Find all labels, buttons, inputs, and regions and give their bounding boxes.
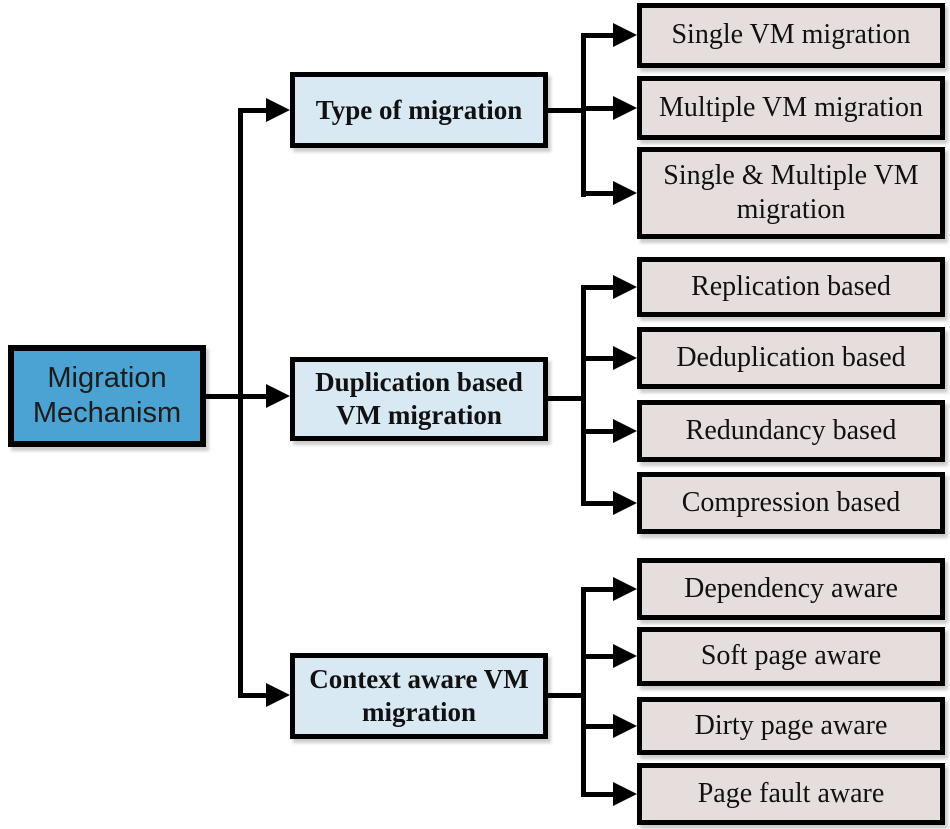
arrow-right-icon [613,275,637,299]
arrow-right-icon [613,419,637,443]
connector-leaf-arm [581,587,615,592]
leaf-node-compression-based: Compression based [637,472,945,534]
leaf-node-multiple-vm-migration: Multiple VM migration [637,76,945,140]
connector-leaf-arm [581,356,615,361]
arrow-right-icon [266,384,290,408]
leaf-node-dirty-page-aware: Dirty page aware [637,697,945,755]
root-node-migration-mechanism: Migration Mechanism [8,345,206,447]
leaf-node-soft-page-aware: Soft page aware [637,627,945,686]
arrow-right-icon [613,491,637,515]
branch-node-type-of-migration: Type of migration [290,72,548,148]
leaf-node-page-fault-aware: Page fault aware [637,763,945,825]
arrow-right-icon [613,644,637,668]
arrow-right-icon [266,683,290,707]
connector-trunk-vertical [238,108,243,698]
connector-leaf-arm [581,285,615,290]
arrow-right-icon [613,23,637,47]
connector-leaf-arm [581,106,615,111]
connector-group2-vertical [581,285,586,506]
connector-group3-vertical [581,587,586,797]
connector-leaf-arm [581,724,615,729]
leaf-node-dependency-aware: Dependency aware [637,558,945,620]
leaf-node-single-multiple-vm-migration: Single & Multiple VM migration [637,147,945,239]
leaf-node-deduplication-based: Deduplication based [637,327,945,389]
leaf-node-replication-based: Replication based [637,257,945,317]
connector-leaf-arm [581,429,615,434]
arrow-right-icon [613,96,637,120]
connector-branch1-stub [546,108,586,113]
arrow-right-icon [266,98,290,122]
connector-leaf-arm [581,501,615,506]
arrow-right-icon [613,346,637,370]
arrow-right-icon [613,714,637,738]
connector-group1-vertical [581,33,586,197]
arrow-right-icon [613,577,637,601]
connector-branch2-stub [546,396,586,401]
arrow-right-icon [613,782,637,806]
connector-leaf-arm [581,191,615,196]
branch-node-context-aware: Context aware VM migration [290,653,548,739]
leaf-node-single-vm-migration: Single VM migration [637,3,945,68]
branch-node-duplication-based: Duplication based VM migration [290,357,548,441]
leaf-node-redundancy-based: Redundancy based [637,400,945,462]
connector-leaf-arm [581,654,615,659]
connector-leaf-arm [581,33,615,38]
arrow-right-icon [613,181,637,205]
connector-branch3-stub [546,693,586,698]
connector-leaf-arm [581,792,615,797]
